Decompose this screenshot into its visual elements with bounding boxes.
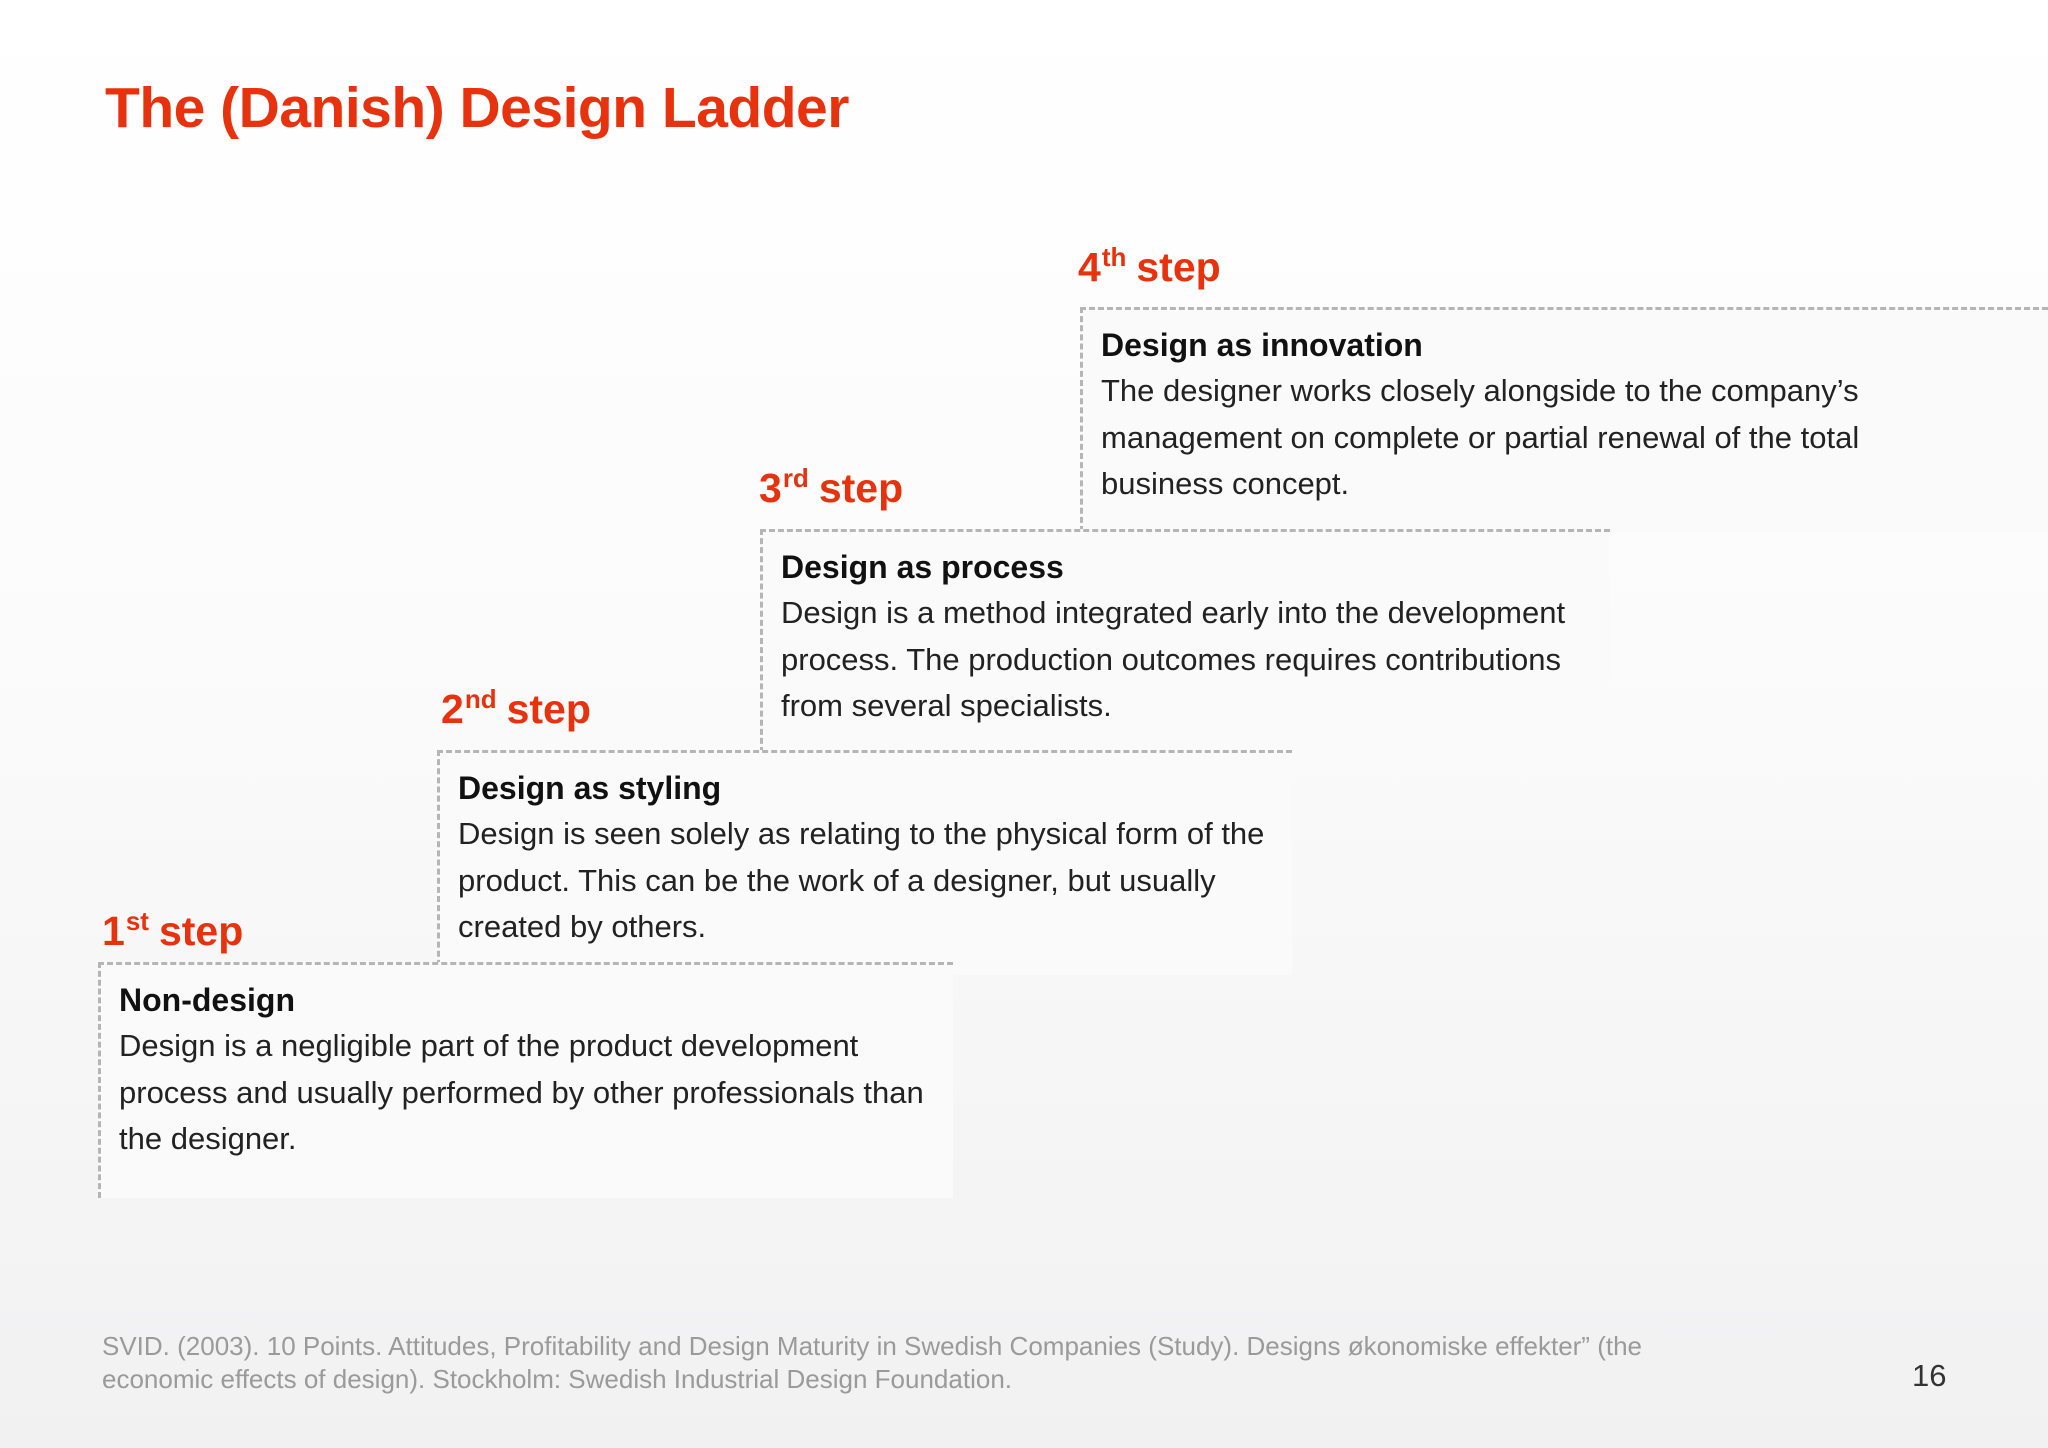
step-1-label — [102, 906, 243, 955]
slide-title: The (Danish) Design Ladder — [105, 76, 849, 140]
step-4-number: 4 — [1078, 244, 1101, 290]
step-1-heading: Non-design — [119, 982, 295, 1018]
step-3-word: step — [818, 465, 904, 511]
step-2-word: step — [506, 686, 591, 732]
step-3-description: Design is a method integrated early into the development process. The production outcomes requires contributions from several specialists. — [781, 595, 1566, 723]
step-1-number: 1 — [102, 908, 125, 954]
step-4-suffix: th — [1101, 242, 1127, 272]
page-number: 16 — [1912, 1358, 1947, 1393]
step-4-box — [1080, 307, 2048, 532]
step-3-heading: Design as process — [781, 549, 1064, 585]
step-1-description: Design is a negligible part of the product development process and usually performed by other professionals than the designer. — [119, 1028, 924, 1156]
step-3-number: 3 — [759, 465, 782, 511]
step-3-box — [760, 529, 1610, 753]
step-1-suffix: st — [125, 906, 149, 936]
step-4-heading: Design as innovation — [1101, 327, 1423, 363]
citation: SVID. (2003). 10 Points. Attitudes, Profitability and Design Maturity in Swedish Companies (Study). Designs økonomiske effekter” (the economic effects of design). Stockholm: Swedish Industrial Design Foundation. — [102, 1331, 1642, 1394]
step-3-label — [759, 463, 903, 512]
step-2-description: Design is seen solely as relating to the physical form of the product. This can be the work of a designer, but usually created by others. — [458, 816, 1265, 944]
step-2-suffix: nd — [464, 684, 497, 714]
step-1-word: step — [158, 908, 244, 954]
step-2-number: 2 — [441, 686, 464, 732]
step-2-box — [437, 750, 1292, 975]
step-2-heading: Design as styling — [458, 770, 722, 806]
step-4-word: step — [1136, 244, 1221, 290]
step-2-label — [441, 684, 591, 733]
step-4-label — [1078, 242, 1221, 291]
step-3-suffix: rd — [782, 463, 809, 493]
step-4-description: The designer works closely alongside to the company’s management on complete or partial renewal of the total business concept. — [1101, 373, 1860, 501]
step-1-box — [98, 962, 953, 1198]
